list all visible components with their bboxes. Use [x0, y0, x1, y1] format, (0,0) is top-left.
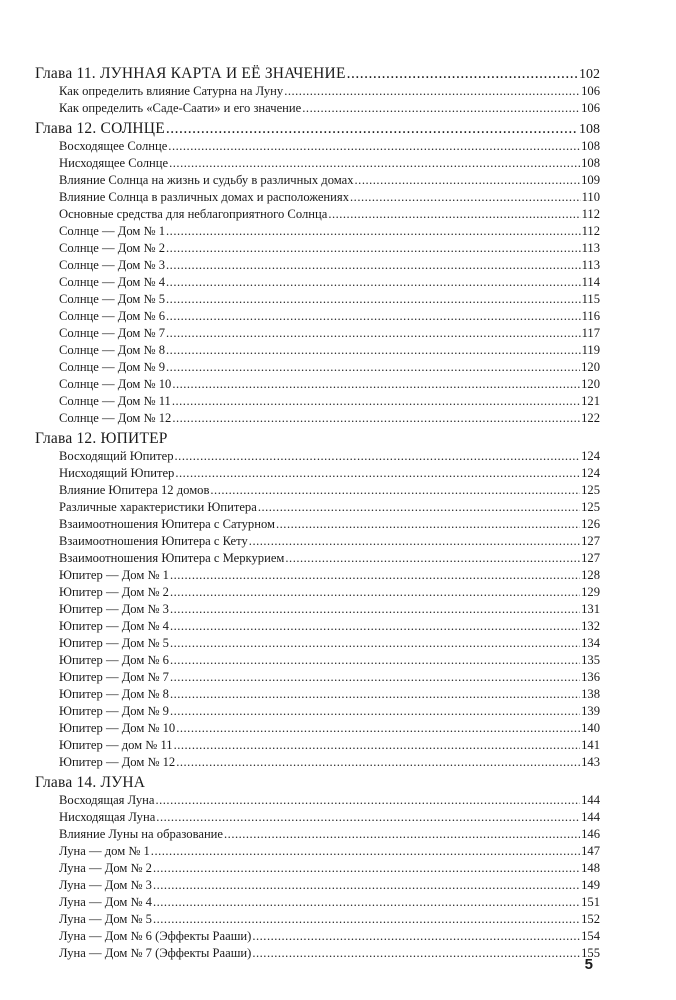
toc-entry-title: Юпитер — Дом № 3 [59, 602, 169, 616]
toc-entry-title: Нисходящая Луна [59, 810, 156, 824]
dot-leader [175, 448, 581, 465]
dot-leader [166, 223, 581, 240]
dot-leader [166, 308, 581, 325]
toc-entry [35, 516, 600, 533]
chapter-heading [35, 429, 600, 448]
toc-entry [35, 325, 600, 342]
toc-entry-title: Солнце — Дом № 11 [59, 394, 171, 408]
toc-entry-title: Юпитер — Дом № 10 [59, 721, 176, 735]
toc-entry-title: Юпитер — Дом № 5 [59, 636, 169, 650]
toc-entry-title: Восходящее Солнце [59, 139, 168, 153]
toc-entry-title: Влияние Солнца в различных домах и расположениях [59, 190, 350, 204]
toc-entry-page: 141 [581, 738, 600, 752]
dot-leader [155, 792, 580, 809]
toc-entry-page: 122 [581, 411, 600, 425]
toc-entry-page: 132 [581, 619, 600, 633]
toc-entry-page: 131 [581, 602, 600, 616]
chapter-heading-page: 108 [579, 122, 600, 137]
toc-entry-page: 114 [581, 275, 600, 289]
toc-entry-title: Солнце — Дом № 10 [59, 377, 172, 391]
toc-entry [35, 291, 600, 308]
toc-entry-page: 151 [581, 895, 600, 909]
dot-leader [151, 843, 580, 860]
toc-entry [35, 206, 600, 223]
dot-leader [153, 877, 580, 894]
toc-entry-title: Солнце — Дом № 8 [59, 343, 166, 357]
dot-leader [284, 83, 580, 100]
toc-entry-page: 124 [581, 449, 600, 463]
toc-entry-page: 116 [581, 309, 600, 323]
toc-entry [35, 703, 600, 720]
dot-leader [252, 928, 580, 945]
toc-entry [35, 567, 600, 584]
toc-entry-title: Солнце — Дом № 5 [59, 292, 166, 306]
toc-entry [35, 720, 600, 737]
toc-entry-title: Солнце — Дом № 1 [59, 224, 166, 238]
toc-entry-title: Солнце — Дом № 3 [59, 258, 166, 272]
page-number: 5 [584, 956, 593, 973]
toc-entry-title: Солнце — Дом № 9 [59, 360, 166, 374]
toc-entry-page: 125 [581, 500, 600, 514]
toc-entry-page: 106 [581, 84, 600, 98]
toc-entry [35, 737, 600, 754]
toc-entry [35, 550, 600, 567]
toc-entry-title: Луна — Дом № 3 [59, 878, 152, 892]
toc-entry-page: 112 [581, 224, 600, 238]
toc-entry-page: 127 [581, 551, 600, 565]
table-of-contents [35, 62, 600, 962]
toc-entry [35, 928, 600, 945]
chapter-heading [35, 64, 600, 83]
toc-entry-title: Юпитер — дом № 11 [59, 738, 173, 752]
dot-leader [170, 652, 580, 669]
dot-leader [170, 669, 580, 686]
toc-entry [35, 257, 600, 274]
toc-entry-title: Юпитер — Дом № 6 [59, 653, 169, 667]
dot-leader [328, 206, 580, 223]
toc-entry-page: 108 [581, 139, 600, 153]
toc-entry-page: 148 [581, 861, 600, 875]
dot-leader [166, 119, 578, 138]
toc-entry [35, 376, 600, 393]
chapter-heading-page: 102 [579, 67, 600, 82]
toc-entry-page: 106 [581, 101, 600, 115]
toc-entry-title: Юпитер — Дом № 9 [59, 704, 169, 718]
toc-entry-page: 139 [581, 704, 600, 718]
toc-entry-page: 136 [581, 670, 600, 684]
dot-leader [302, 100, 580, 117]
toc-entry-page: 149 [581, 878, 600, 892]
toc-entry-title: Нисходящее Солнце [59, 156, 169, 170]
toc-entry-title: Луна — Дом № 5 [59, 912, 152, 926]
toc-entry [35, 223, 600, 240]
toc-entry-title: Юпитер — Дом № 12 [59, 755, 176, 769]
toc-entry [35, 669, 600, 686]
toc-entry [35, 100, 600, 117]
toc-entry-page: 140 [581, 721, 600, 735]
toc-entry [35, 274, 600, 291]
toc-entry-title: Различные характеристики Юпитера [59, 500, 257, 514]
chapter-heading-title: Глава 11. ЛУННАЯ КАРТА И ЕЁ ЗНАЧЕНИЕ [35, 65, 346, 82]
toc-entry [35, 410, 600, 427]
toc-entry-title: Луна — Дом № 2 [59, 861, 152, 875]
toc-entry [35, 393, 600, 410]
dot-leader [258, 499, 580, 516]
toc-entry-title: Юпитер — Дом № 7 [59, 670, 169, 684]
dot-leader [355, 172, 581, 189]
toc-entry-page: 127 [581, 534, 600, 548]
dot-leader [166, 291, 581, 308]
toc-entry-title: Луна — Дом № 4 [59, 895, 152, 909]
toc-entry-page: 155 [581, 946, 600, 960]
toc-entry-title: Луна — Дом № 7 (Эффекты Рааши) [59, 946, 252, 960]
chapter-heading [35, 119, 600, 138]
toc-entry [35, 754, 600, 771]
toc-entry-page: 129 [581, 585, 600, 599]
toc-entry-title: Солнце — Дом № 6 [59, 309, 166, 323]
toc-entry [35, 308, 600, 325]
dot-leader [166, 274, 581, 291]
dot-leader [170, 618, 580, 635]
toc-entry-title: Солнце — Дом № 7 [59, 326, 166, 340]
dot-leader [350, 189, 581, 206]
toc-entry [35, 894, 600, 911]
toc-entry [35, 601, 600, 618]
toc-entry-title: Солнце — Дом № 4 [59, 275, 166, 289]
toc-entry [35, 792, 600, 809]
toc-entry-title: Основные средства для неблагоприятного Солнца [59, 207, 328, 221]
dot-leader [156, 809, 580, 826]
dot-leader [153, 911, 580, 928]
toc-entry-page: 135 [581, 653, 600, 667]
toc-entry [35, 826, 600, 843]
dot-leader [347, 64, 578, 83]
toc-entry [35, 465, 600, 482]
toc-entry-page: 124 [581, 466, 600, 480]
toc-entry [35, 652, 600, 669]
toc-entry-page: 144 [581, 810, 600, 824]
toc-entry-title: Юпитер — Дом № 2 [59, 585, 169, 599]
toc-entry [35, 155, 600, 172]
toc-entry [35, 359, 600, 376]
toc-entry [35, 482, 600, 499]
toc-entry-page: 144 [581, 793, 600, 807]
dot-leader [170, 567, 580, 584]
dot-leader [172, 376, 580, 393]
toc-entry [35, 342, 600, 359]
toc-entry [35, 83, 600, 100]
toc-entry-page: 113 [581, 241, 600, 255]
toc-entry-title: Взаимоотношения Юпитера с Меркурием [59, 551, 285, 565]
toc-entry-page: 117 [581, 326, 600, 340]
toc-entry-page: 120 [581, 360, 600, 374]
dot-leader [175, 465, 580, 482]
toc-entry-title: Взаимоотношения Юпитера с Сатурном [59, 517, 275, 531]
dot-leader [169, 155, 580, 172]
toc-entry-title: Влияние Луны на образование [59, 827, 224, 841]
dot-leader [170, 686, 580, 703]
chapter-heading-title: Глава 12. СОЛНЦЕ [35, 120, 165, 137]
dot-leader [285, 550, 580, 567]
dot-leader [170, 584, 580, 601]
toc-entry-page: 120 [581, 377, 600, 391]
dot-leader [174, 737, 581, 754]
toc-entry [35, 618, 600, 635]
dot-leader [153, 894, 580, 911]
toc-entry-title: Солнце — Дом № 12 [59, 411, 172, 425]
toc-entry-page: 115 [581, 292, 600, 306]
dot-leader [276, 516, 580, 533]
toc-entry-page: 108 [581, 156, 600, 170]
dot-leader [166, 257, 581, 274]
toc-entry-title: Юпитер — Дом № 4 [59, 619, 169, 633]
toc-entry-page: 152 [581, 912, 600, 926]
dot-leader [168, 138, 580, 155]
chapter-heading-title: Глава 14. ЛУНА [35, 774, 146, 791]
toc-entry-page: 154 [581, 929, 600, 943]
dot-leader [252, 945, 580, 962]
toc-entry-page: 147 [581, 844, 600, 858]
chapter-heading-title: Глава 12. ЮПИТЕР [35, 430, 168, 447]
toc-entry [35, 172, 600, 189]
toc-entry-page: 121 [581, 394, 600, 408]
toc-entry-page: 109 [581, 173, 600, 187]
dot-leader [166, 325, 581, 342]
toc-entry-title: Влияние Юпитера 12 домов [59, 483, 210, 497]
toc-entry-page: 128 [581, 568, 600, 582]
toc-entry [35, 635, 600, 652]
toc-entry-title: Взаимоотношения Юпитера с Кету [59, 534, 248, 548]
toc-entry-title: Как определить «Саде-Саати» и его значение [59, 101, 302, 115]
toc-entry-page: 110 [581, 190, 600, 204]
dot-leader [166, 359, 580, 376]
toc-entry [35, 584, 600, 601]
dot-leader [166, 342, 581, 359]
toc-entry-title: Влияние Солнца на жизнь и судьбу в различных домах [59, 173, 354, 187]
toc-entry-page: 125 [581, 483, 600, 497]
toc-entry-title: Луна — дом № 1 [59, 844, 150, 858]
dot-leader [170, 635, 580, 652]
dot-leader [172, 410, 580, 427]
dot-leader [166, 240, 581, 257]
toc-entry-title: Восходящий Юпитер [59, 449, 174, 463]
toc-entry [35, 448, 600, 465]
toc-entry-title: Юпитер — Дом № 1 [59, 568, 169, 582]
toc-entry [35, 138, 600, 155]
dot-leader [176, 720, 580, 737]
toc-entry [35, 499, 600, 516]
dot-leader [172, 393, 580, 410]
toc-entry [35, 945, 600, 962]
toc-entry [35, 860, 600, 877]
toc-entry [35, 843, 600, 860]
dot-leader [176, 754, 580, 771]
toc-entry-page: 138 [581, 687, 600, 701]
toc-entry-page: 146 [581, 827, 600, 841]
toc-entry-page: 112 [581, 207, 600, 221]
toc-entry [35, 911, 600, 928]
toc-entry [35, 877, 600, 894]
dot-leader [224, 826, 580, 843]
toc-entry-page: 143 [581, 755, 600, 769]
toc-entry-title: Восходящая Луна [59, 793, 155, 807]
dot-leader [153, 860, 580, 877]
toc-entry-page: 134 [581, 636, 600, 650]
toc-entry-title: Луна — Дом № 6 (Эффекты Рааши) [59, 929, 252, 943]
toc-entry-title: Солнце — Дом № 2 [59, 241, 166, 255]
chapter-heading [35, 773, 600, 792]
toc-entry [35, 189, 600, 206]
toc-entry-title: Как определить влияние Сатурна на Луну [59, 84, 284, 98]
toc-entry-page: 126 [581, 517, 600, 531]
toc-entry-page: 119 [581, 343, 600, 357]
dot-leader [170, 601, 580, 618]
toc-entry [35, 533, 600, 550]
toc-entry-title: Юпитер — Дом № 8 [59, 687, 169, 701]
toc-entry-page: 113 [581, 258, 600, 272]
toc-entry [35, 240, 600, 257]
dot-leader [170, 703, 580, 720]
dot-leader [249, 533, 580, 550]
toc-entry-title: Нисходящий Юпитер [59, 466, 175, 480]
toc-entry [35, 809, 600, 826]
toc-entry [35, 686, 600, 703]
dot-leader [210, 482, 580, 499]
